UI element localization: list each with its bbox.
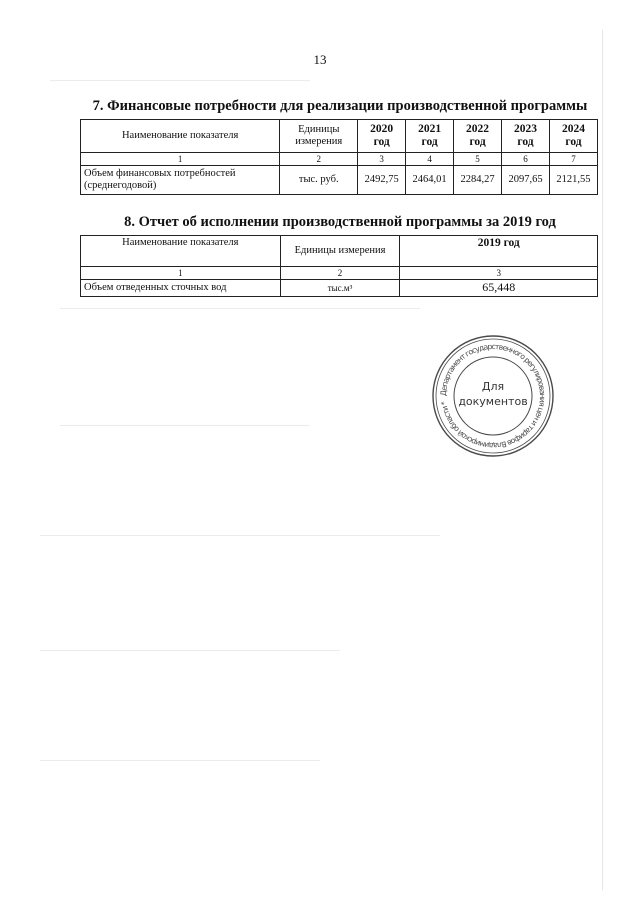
- header-indicator-name: Наименование показателя: [81, 120, 280, 153]
- column-number-row: [81, 267, 598, 280]
- column-number: 1: [81, 267, 281, 280]
- indicator-value: 2464,01: [406, 166, 454, 195]
- header-year: 2024 год: [549, 120, 597, 153]
- column-number: 3: [358, 153, 406, 166]
- table-header-row: [81, 120, 598, 153]
- header-year: 2023 год: [502, 120, 550, 153]
- column-number: 3: [400, 267, 598, 280]
- section-7-title: 7. Финансовые потребности для реализации производственной программы: [92, 98, 588, 114]
- stamp-ring-text: Департамент государственного регулирования цен и тарифов Владимирской области *: [438, 341, 548, 451]
- column-number: 4: [406, 153, 454, 166]
- column-number: 6: [502, 153, 550, 166]
- table-row: [81, 166, 598, 195]
- indicator-value: 2492,75: [358, 166, 406, 195]
- page-number: 13: [313, 52, 327, 67]
- header-unit: Единицы измерения: [280, 120, 358, 153]
- table-row: [81, 280, 598, 297]
- header-year: 2019 год: [400, 236, 598, 267]
- indicator-unit: тыс.м³: [280, 280, 400, 297]
- indicator-value: 65,448: [400, 280, 598, 297]
- column-number: 1: [81, 153, 280, 166]
- scan-artifact-line: [40, 535, 440, 536]
- scan-artifact-line: [40, 650, 340, 651]
- header-year: 2022 год: [454, 120, 502, 153]
- stamp-center-line-2: документов: [458, 395, 528, 408]
- indicator-name: Объем отведенных сточных вод: [81, 280, 281, 297]
- indicator-value: 2097,65: [502, 166, 550, 195]
- column-number: 2: [280, 153, 358, 166]
- indicator-name: Объем финансовых потребностей (среднегодовой): [81, 166, 280, 195]
- indicator-unit: тыс. руб.: [280, 166, 358, 195]
- financial-needs-table: [80, 119, 598, 195]
- indicator-value: 2284,27: [454, 166, 502, 195]
- indicator-value: 2121,55: [549, 166, 597, 195]
- program-report-table: [80, 235, 598, 297]
- official-stamp: [431, 334, 555, 458]
- header-unit: Единицы измерения: [280, 236, 400, 267]
- header-indicator-name: Наименование показателя: [81, 236, 281, 267]
- scan-artifact-line: [50, 80, 310, 81]
- scan-artifact-line: [60, 425, 310, 426]
- column-number: 5: [454, 153, 502, 166]
- header-year: 2021 год: [406, 120, 454, 153]
- table-header-row: [81, 236, 598, 267]
- stamp-center-line-1: Для: [481, 380, 505, 393]
- header-year: 2020 год: [358, 120, 406, 153]
- scan-artifact-line: [60, 308, 420, 309]
- column-number: 2: [280, 267, 400, 280]
- section-8-title: 8. Отчет об исполнении производственной программы за 2019 год: [124, 214, 556, 230]
- scan-artifact-line: [40, 760, 320, 761]
- scan-artifact-line: [602, 30, 603, 890]
- column-number-row: [81, 153, 598, 166]
- column-number: 7: [549, 153, 597, 166]
